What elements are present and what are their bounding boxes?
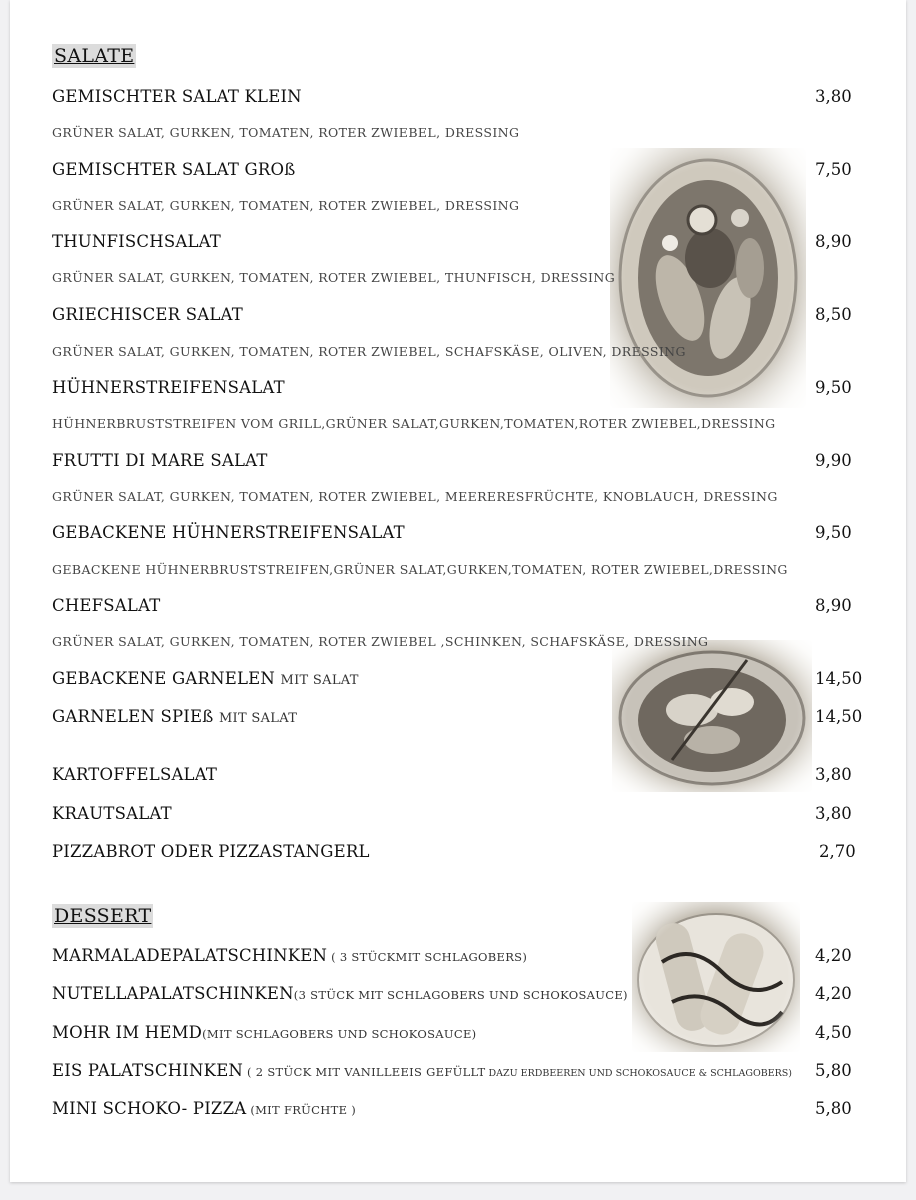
menu-item-name: HÜHNERSTREIFENSALAT — [52, 378, 285, 397]
menu-item-price: 3,80 — [815, 87, 852, 106]
menu-item-description: GRÜNER SALAT, GURKEN, TOMATEN, ROTER ZWIEBEL, DRESSING — [52, 198, 520, 213]
menu-item-price: 5,80 — [815, 1099, 852, 1118]
menu-item-price: 8,90 — [815, 596, 852, 615]
menu-item-description: GRÜNER SALAT, GURKEN, TOMATEN, ROTER ZWIEBEL, SCHAFSKÄSE, OLIVEN, DRESSING — [52, 344, 686, 359]
menu-item-note: (MIT FRÜCHTE ) — [246, 1103, 357, 1117]
crepe-plate-icon — [632, 902, 800, 1052]
menu-item-name: KRAUTSALAT — [52, 804, 172, 823]
menu-item-name — [52, 1022, 476, 1045]
menu-item-description: GEBACKENE HÜHNERBRUSTSTREIFEN,GRÜNER SALAT,GURKEN,TOMATEN, ROTER ZWIEBEL,DRESSING — [52, 562, 788, 577]
menu-item-name: GEMISCHTER SALAT KLEIN — [52, 87, 302, 106]
menu-item-title: MARMALADEPALATSCHINKEN — [52, 946, 328, 965]
menu-item-title: NUTELLAPALATSCHINKEN — [52, 984, 294, 1003]
section-title-dessert: DESSERT — [54, 905, 152, 927]
menu-item-name — [52, 668, 359, 692]
palatschinken-photo — [632, 902, 800, 1052]
menu-item-title: EIS PALATSCHINKEN — [52, 1061, 244, 1080]
shrimp-skewer-photo — [612, 640, 812, 792]
menu-item-title: MOHR IM HEMD — [52, 1023, 203, 1042]
menu-item-price: 9,50 — [815, 378, 852, 397]
menu-item-price: 14,50 — [815, 669, 863, 688]
menu-item-name — [52, 983, 628, 1006]
menu-item-note: ( 3 STÜCKMIT SCHLAGOBERS) — [327, 950, 528, 964]
menu-item-price: 4,20 — [815, 946, 852, 965]
menu-item-name — [52, 706, 297, 730]
menu-item-name: GRIECHISCER SALAT — [52, 305, 243, 324]
menu-item-title: GEBACKENE GARNELEN — [52, 669, 276, 688]
menu-item-name — [52, 1060, 792, 1085]
menu-item-description: GRÜNER SALAT, GURKEN, TOMATEN, ROTER ZWIEBEL ,SCHINKEN, SCHAFSKÄSE, DRESSING — [52, 634, 709, 649]
menu-item-name: KARTOFFELSALAT — [52, 765, 218, 784]
salad-plate-photo — [610, 148, 806, 408]
menu-item-note: MIT SALAT — [280, 673, 359, 688]
menu-item-price: 8,50 — [815, 305, 852, 324]
menu-item-name — [52, 945, 527, 968]
menu-item-price: 2,70 — [819, 842, 856, 861]
menu-item-price: 7,50 — [815, 160, 852, 179]
menu-item-title: GARNELEN SPIEß — [52, 707, 214, 726]
menu-item-price: 3,80 — [815, 804, 852, 823]
menu-item-description: HÜHNERBRUSTSTREIFEN VOM GRILL,GRÜNER SALAT,GURKEN,TOMATEN,ROTER ZWIEBEL,DRESSING — [52, 416, 776, 431]
menu-item-name: FRUTTI DI MARE SALAT — [52, 451, 268, 470]
menu-item-name: THUNFISCHSALAT — [52, 232, 222, 251]
section-title-salate: SALATE — [54, 45, 135, 67]
menu-item-price: 9,50 — [815, 523, 852, 542]
menu-item-note: (MIT SCHLAGOBERS UND SCHOKOSAUCE) — [202, 1027, 477, 1041]
menu-item-price: 3,80 — [815, 765, 852, 784]
menu-item-name: PIZZABROT ODER PIZZASTANGERL — [52, 842, 370, 861]
menu-item-name — [52, 1098, 356, 1121]
menu-item-note: (3 STÜCK MIT SCHLAGOBERS UND SCHOKOSAUCE) — [293, 988, 628, 1002]
menu-page — [10, 0, 906, 1182]
menu-item-price: 5,80 — [815, 1061, 852, 1080]
menu-item-title: MINI SCHOKO- PIZZA — [52, 1099, 247, 1118]
menu-item-name: GEMISCHTER SALAT GROß — [52, 160, 296, 179]
menu-item-description: GRÜNER SALAT, GURKEN, TOMATEN, ROTER ZWIEBEL, THUNFISCH, DRESSING — [52, 270, 616, 285]
menu-item-price: 14,50 — [815, 707, 863, 726]
menu-item-price: 4,50 — [815, 1023, 852, 1042]
menu-item-name: CHEFSALAT — [52, 596, 161, 615]
menu-item-note: ( 2 STÜCK MIT VANILLEEIS GEFÜLLT — [243, 1065, 486, 1079]
menu-item-name: GEBACKENE HÜHNERSTREIFENSALAT — [52, 523, 405, 542]
shrimp-bowl-icon — [612, 640, 812, 792]
menu-item-price: 8,90 — [815, 232, 852, 251]
menu-item-price: 4,20 — [815, 984, 852, 1003]
menu-item-description: GRÜNER SALAT, GURKEN, TOMATEN, ROTER ZWIEBEL, DRESSING — [52, 125, 520, 140]
menu-item-note-small: DAZU ERDBEEREN UND SCHOKOSAUCE & SCHLAGOBERS) — [485, 1068, 793, 1079]
menu-item-price: 9,90 — [815, 451, 852, 470]
menu-item-description: GRÜNER SALAT, GURKEN, TOMATEN, ROTER ZWIEBEL, MEERERESFRÜCHTE, KNOBLAUCH, DRESSING — [52, 489, 778, 504]
salad-plate-icon — [610, 148, 806, 408]
menu-item-note: MIT SALAT — [218, 711, 298, 726]
